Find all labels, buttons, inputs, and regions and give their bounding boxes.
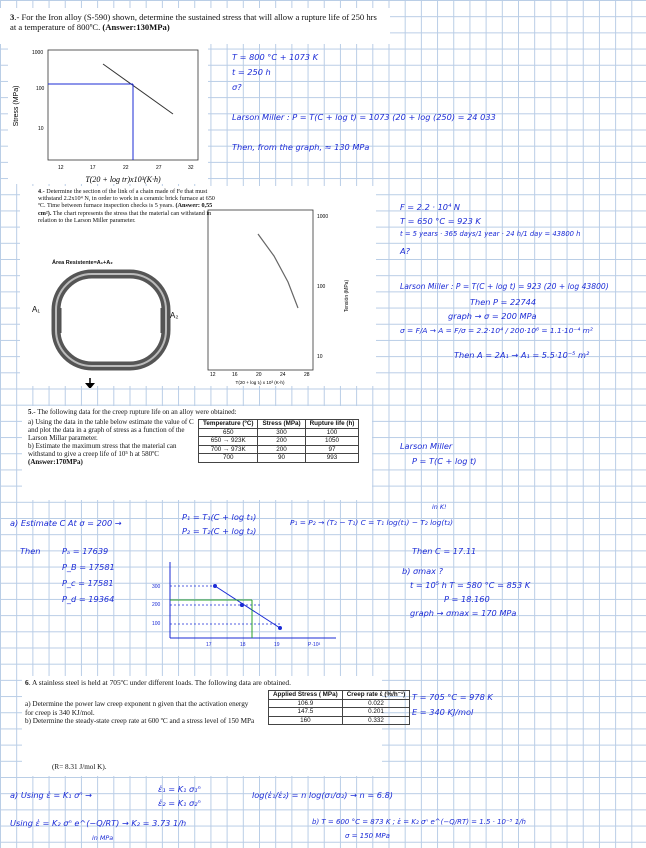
problem5-text-c: b) Estimate the maximum stress that the material can withstand to give a creep life of 10⁵ h at 580ºC xyxy=(28,442,177,458)
p5-note-eq: P₁ = P₂ → (T₂ − T₁) C = T₁ log(t₁) − T₂ log(t₂) xyxy=(290,518,453,527)
p5-th-life: Rupture life (h) xyxy=(305,420,359,429)
p5-plot-x-label: P·10³ xyxy=(308,642,321,648)
p4-curve xyxy=(258,234,298,308)
p5-note-top2: P = T(C + log t) xyxy=(412,456,477,466)
problem6-questions xyxy=(25,700,257,726)
p4-area-label: Área Resistente=A₁+A₂ xyxy=(52,260,113,266)
problem3-statement xyxy=(10,12,385,32)
table-header-row xyxy=(269,691,410,700)
p5-cell: 650 xyxy=(199,428,258,437)
p6-cell: 0.332 xyxy=(342,716,409,725)
p5-plot-point xyxy=(278,626,282,630)
p4-plot-frame xyxy=(208,210,313,370)
problem3-text: .- For the Iron alloy (S-590) shown, determine the sustained stress that will allow a rupture life of 250 hrs at a temperature of 800ºC. xyxy=(10,12,377,32)
p6-note-E: E = 340 KJ/mol xyxy=(412,707,474,717)
p5-note-then: Then xyxy=(20,546,41,556)
problem6-text: . A stainless steel is held at 705ºC under different loads. The following data are obtained. xyxy=(28,678,291,687)
problem5-answer: (Answer:170MPa) xyxy=(28,458,83,466)
p3-ytick-0: 1000 xyxy=(32,50,44,56)
p5-cell: 97 xyxy=(305,445,359,454)
p5-note-top: Larson Miller xyxy=(400,441,453,451)
p6-note-b2: σ = 150 MPa xyxy=(345,832,390,840)
table-header-row xyxy=(199,420,359,429)
p5-cell: 650 → 923K xyxy=(199,437,258,446)
problem4-text2: The chart represents the stress that the material can withstand in relation to the Larson Miller parameter. xyxy=(38,209,212,224)
p3-note-then: Then, from the graph, ≈ 130 MPa xyxy=(232,142,370,152)
p4-xtick-1: 16 xyxy=(232,372,238,378)
p4-note-larson: Larson Miller : P = T(C + log t) = 923 (20 + log 43800) xyxy=(400,282,609,291)
p5-plot-ytick-0: 300 xyxy=(152,584,161,590)
problem5-text-a: .- The following data for the creep rupture life on an alloy were obtained: xyxy=(31,408,237,416)
p3-plot-frame xyxy=(48,50,198,160)
problem6-qa: a) Determine the power law creep exponent n given that the activation energy for creep is 340 KJ/mol. xyxy=(25,700,249,717)
problem6-r: (R= 8.31 J/mol K). xyxy=(52,763,107,771)
p4-note-F: F = 2.2 · 10⁴ N xyxy=(400,202,461,212)
problem4-text: .- Determine the section of the link of a chain made of Fe that must withstand 2.2x10⁴ N, in order to work in a ceramic brick furnace at 650 ºC. Time between furnace inspection checks is 5 years. xyxy=(38,188,215,210)
problem4-number: 4 xyxy=(38,188,42,195)
p5-cell: 200 xyxy=(258,437,305,446)
table-row xyxy=(269,708,410,717)
p4-xtick-0: 12 xyxy=(210,372,216,378)
p3-note-unknown: σ? xyxy=(232,82,242,92)
table-row xyxy=(199,428,359,437)
p5-note-p1: P₁ = T₁(C + log t₁) xyxy=(182,512,257,522)
p6-note-b: b) T = 600 °C = 873 K ; ἑ = K₂ σⁿ e^(−Q/RT) = 1.5 · 10⁻⁵ 1/h xyxy=(312,818,526,826)
force-arrow-head xyxy=(85,383,95,388)
problem6-statement xyxy=(25,678,405,688)
p5-plot-fit-line xyxy=(215,586,280,628)
p5-note-estimate: a) Estimate C At σ = 200 → xyxy=(10,518,122,528)
p5-note-pc: P_c = 17581 xyxy=(62,578,114,588)
p6-note-inmpa: in MPa xyxy=(92,834,114,842)
table-row xyxy=(269,716,410,725)
p4-note-sigma: σ = F/A → A = F/σ = 2.2·10⁴ / 200·10⁶ = 1.1·10⁻⁴ m² xyxy=(400,326,593,335)
p3-note-t: t = 250 h xyxy=(232,67,271,77)
table-row xyxy=(199,454,359,463)
p3-xtick-2: 22 xyxy=(123,165,129,171)
p5-plot-ytick-2: 100 xyxy=(152,621,161,627)
problem3-answer: (Answer:130MPa) xyxy=(102,22,170,32)
p4-ytick-0: 1000 xyxy=(317,214,329,220)
p6-note-using2: Using ἑ = K₂ σⁿ e^(−Q/RT) → K₂ = 3.73 1/h xyxy=(10,818,187,828)
p4-x-title: T(20 + log tᵣ) x 10³ (K-h) xyxy=(235,380,285,385)
p5-cell: 993 xyxy=(305,454,359,463)
problem3-chart-svg xyxy=(8,44,208,184)
p5-note-ink: in K! xyxy=(432,503,447,511)
problem6-number: 6 xyxy=(25,678,29,687)
p4-note-then-a: Then A = 2A₁ → A₁ = 5.5·10⁻⁵ m² xyxy=(454,350,590,360)
p5-plot-point xyxy=(213,584,217,588)
p5-plot-point xyxy=(240,603,244,607)
p6-cell: 147.5 xyxy=(269,708,343,717)
problem6-table xyxy=(268,690,410,725)
p5-plot-xtick-0: 17 xyxy=(206,642,212,648)
p4-note-t: t = 5 years · 365 days/1 year · 24 h/1 day = 43800 h xyxy=(400,230,581,238)
p5-note-b-q: b) σmax ? xyxy=(402,566,443,576)
problem4-statement xyxy=(38,188,218,224)
p6-note-log: log(ἑ₁/ἑ₂) = n log(σ₁/σ₂) → n = 6.8) xyxy=(252,790,394,800)
problem5-table xyxy=(198,419,359,463)
table-row xyxy=(199,437,359,446)
p5-cell: 700 → 973K xyxy=(199,445,258,454)
p5-note-pa: Pₐ = 17639 xyxy=(62,546,109,556)
p5-cell: 100 xyxy=(305,428,359,437)
p5-note-pd: P_d = 19364 xyxy=(62,594,115,604)
p4-xtick-4: 28 xyxy=(304,372,310,378)
problem3-number: 3 xyxy=(10,12,15,22)
p4-y-title: Tensión (MPa) xyxy=(344,279,350,313)
p3-note-larson: Larson Miller : P = T(C + log t) = 1073 (20 + log (250) = 24 033 xyxy=(232,112,496,122)
p4-chain-link xyxy=(24,268,204,388)
p4-a2: A₂ xyxy=(170,311,179,320)
p5-note-pb: P_B = 17581 xyxy=(62,562,115,572)
problem5-parts xyxy=(28,418,196,466)
problem5-number: 5 xyxy=(28,408,32,416)
p4-a1: A₁ xyxy=(32,305,41,314)
p6-cell: 160 xyxy=(269,716,343,725)
p3-curve xyxy=(103,64,173,114)
p4-note-T: T = 650 °C = 923 K xyxy=(400,216,481,226)
p6-th-rate: Creep rate ἑ (%/h⁻¹) xyxy=(342,691,409,700)
p5-th-stress: Stress (MPa) xyxy=(258,420,305,429)
p5-note-b-p: P = 18.160 xyxy=(444,594,490,604)
p5-cell: 300 xyxy=(258,428,305,437)
p3-xtick-3: 27 xyxy=(156,165,162,171)
p4-xtick-2: 20 xyxy=(256,372,262,378)
p4-note-unknown: A? xyxy=(400,246,410,256)
p5-th-temp: Temperature (ºC) xyxy=(199,420,258,429)
p3-ytick-1: 100 xyxy=(36,86,45,92)
p5-plot-xtick-1: 18 xyxy=(240,642,246,648)
p5-note-b-graph: graph → σmax = 170 MPa xyxy=(410,608,517,618)
p5-cell: 90 xyxy=(258,454,305,463)
p3-note-T: T = 800 °C + 1073 K xyxy=(232,52,318,62)
table-row xyxy=(269,699,410,708)
p3-y-title: Stress (MPa) xyxy=(13,85,20,127)
p6-th-stress: Applied Stress ( MPa) xyxy=(269,691,343,700)
problem5-text-b: a) Using the data in the table below estimate the value of C and plot the data in a graph of stress as a function of the Larson Millar parameter. xyxy=(28,418,194,442)
p5-cell: 1050 xyxy=(305,437,359,446)
p3-x-title: T(20 + log tr)x10³(K·h) xyxy=(85,175,161,184)
problem6-qb: b) Determine the steady-state creep rate at 600 ºC and a stress level of 150 MPa xyxy=(25,717,255,726)
p6-note-e1: ἑ₁ = K₁ σ₁ⁿ xyxy=(158,784,201,794)
p4-ytick-2: 10 xyxy=(317,354,323,360)
p3-xtick-4: 32 xyxy=(188,165,194,171)
p3-xtick-0: 12 xyxy=(58,165,64,171)
chain-link-outer xyxy=(56,274,166,366)
p4-note-graph: graph → σ = 200 MPa xyxy=(448,311,537,321)
p5-handdrawn-plot xyxy=(150,558,340,648)
p5-plot-xtick-2: 19 xyxy=(274,642,280,648)
p4-note-then-p: Then P = 22744 xyxy=(470,297,537,307)
p6-note-e2: ἑ₂ = K₁ σ₂ⁿ xyxy=(158,798,201,808)
table-row xyxy=(199,445,359,454)
p5-plot-ytick-1: 200 xyxy=(152,602,161,608)
p4-xtick-3: 24 xyxy=(280,372,286,378)
problem4-answer: (Answer: 0,55 cm²). xyxy=(38,202,213,217)
p5-note-b-t: t = 10⁵ h T = 580 °C = 853 K xyxy=(410,580,531,590)
p3-ytick-2: 10 xyxy=(38,126,44,132)
p5-note-p2: P₂ = T₂(C + log t₂) xyxy=(182,526,257,536)
problem5-intro xyxy=(28,408,368,416)
p6-cell: 0.201 xyxy=(342,708,409,717)
p6-cell: 0.022 xyxy=(342,699,409,708)
p6-note-T: T = 705 °C = 978 K xyxy=(412,692,493,702)
p4-ytick-1: 100 xyxy=(317,284,326,290)
p3-xtick-1: 17 xyxy=(90,165,96,171)
p5-cell: 700 xyxy=(199,454,258,463)
problem4-chart xyxy=(198,196,374,386)
problem3-chart xyxy=(8,44,208,184)
p6-note-a-using: a) Using ἑ = K₁ σⁿ → xyxy=(10,790,92,800)
p5-cell: 200 xyxy=(258,445,305,454)
p5-note-then-c: Then C = 17.11 xyxy=(412,546,477,556)
chain-link-highlight xyxy=(56,274,166,366)
p6-cell: 106.9 xyxy=(269,699,343,708)
